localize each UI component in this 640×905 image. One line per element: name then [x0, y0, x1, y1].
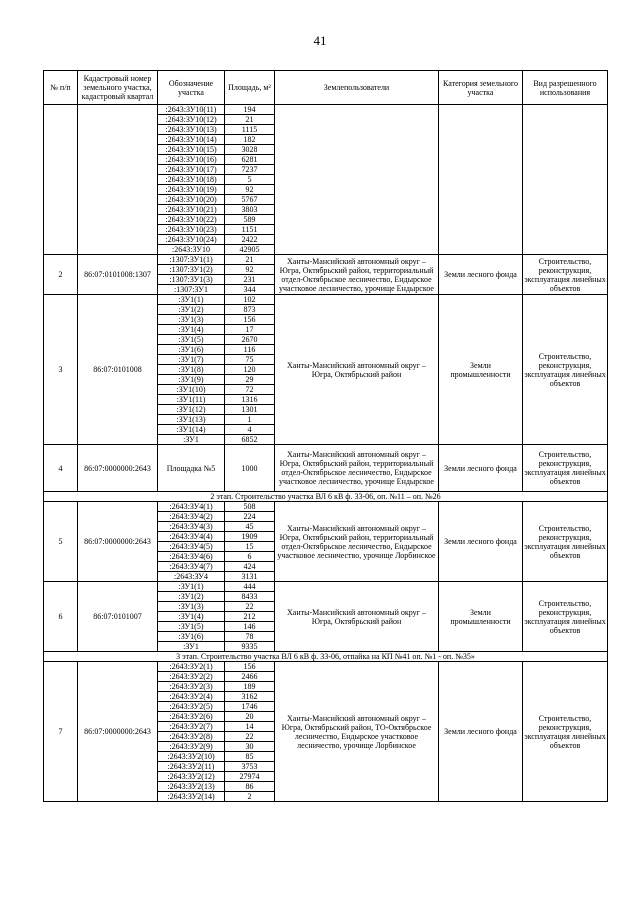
plot-area: 3162: [225, 692, 275, 702]
plot-designation: :1307:ЗУ1(2): [158, 265, 225, 275]
plot-designation: :2643:ЗУ2(11): [158, 762, 225, 772]
plot-designation: :ЗУ1(8): [158, 365, 225, 375]
plot-designation: :1307:ЗУ1(3): [158, 275, 225, 285]
table-row: [44, 445, 608, 492]
plot-designation: :ЗУ1(10): [158, 385, 225, 395]
permitted-use: Строительство, реконструкция, эксплуатация линейных объектов: [523, 295, 608, 445]
plot-area: 85: [225, 752, 275, 762]
plot-area: 424: [225, 562, 275, 572]
plot-area: 6852: [225, 435, 275, 445]
table-row: [44, 105, 608, 115]
plot-area: 22: [225, 732, 275, 742]
plot-designation: :2643:ЗУ2(7): [158, 722, 225, 732]
plot-designation: :1307:ЗУ1(1): [158, 255, 225, 265]
plot-designation: :2643:ЗУ10(22): [158, 215, 225, 225]
plot-designation: :2643:ЗУ2(2): [158, 672, 225, 682]
table-row: [44, 582, 608, 592]
plot-area: 873: [225, 305, 275, 315]
plot-designation: :2643:ЗУ2(3): [158, 682, 225, 692]
plot-designation: :2643:ЗУ4: [158, 572, 225, 582]
table-row: [44, 662, 608, 672]
plot-area: 5: [225, 175, 275, 185]
cadastral-number: 86:07:0000000:2643: [78, 662, 158, 802]
permitted-use: Строительство, реконструкция, эксплуатация линейных объектов: [523, 662, 608, 802]
land-plots-table: [43, 70, 608, 802]
plot-area: 30: [225, 742, 275, 752]
cadastral-number: 86:07:0000000:2643: [78, 445, 158, 492]
plot-area: 72: [225, 385, 275, 395]
plot-area: 42905: [225, 245, 275, 255]
plot-designation: :2643:ЗУ10(12): [158, 115, 225, 125]
plot-area: 7237: [225, 165, 275, 175]
plot-designation: :2643:ЗУ10: [158, 245, 225, 255]
plot-designation: :2643:ЗУ10(17): [158, 165, 225, 175]
permitted-use: Строительство, реконструкция, эксплуатация линейных объектов: [524, 256, 606, 293]
plot-area: 4: [225, 425, 275, 435]
plot-area: 21: [225, 255, 275, 265]
plot-area: 3028: [225, 145, 275, 155]
plot-designation: :ЗУ1: [158, 435, 225, 445]
header-use: Вид разрешенного использования: [523, 71, 608, 105]
plot-designation: Площадка №5: [158, 445, 225, 492]
plot-designation: :2643:ЗУ10(23): [158, 225, 225, 235]
plot-area: 6281: [225, 155, 275, 165]
plot-area: 86: [225, 782, 275, 792]
plot-designation: :2643:ЗУ2(1): [158, 662, 225, 672]
plot-area: 1301: [225, 405, 275, 415]
plot-designation: :2643:ЗУ2(4): [158, 692, 225, 702]
plot-area: 224: [225, 512, 275, 522]
plot-area: 1: [225, 415, 275, 425]
plot-designation: :ЗУ1(1): [158, 582, 225, 592]
plot-area: 1115: [225, 125, 275, 135]
plot-designation: :2643:ЗУ4(7): [158, 562, 225, 572]
cadastral-number: 86:07:0101008:1307: [78, 255, 158, 295]
plot-area: 15: [225, 542, 275, 552]
land-users: [275, 105, 439, 255]
plot-designation: :2643:ЗУ4(4): [158, 532, 225, 542]
plot-area: 14: [225, 722, 275, 732]
plot-area: 189: [225, 682, 275, 692]
land-users: Ханты-Мансийский автономный округ – Югра, Октябрьский район: [275, 582, 439, 652]
plot-area: 8433: [225, 592, 275, 602]
plot-area: 2466: [225, 672, 275, 682]
plot-designation: :ЗУ1(11): [158, 395, 225, 405]
land-category: Земли лесного фонда: [439, 502, 523, 582]
plot-designation: :2643:ЗУ4(5): [158, 542, 225, 552]
row-number: 7: [44, 662, 78, 802]
plot-designation: :ЗУ1(4): [158, 325, 225, 335]
plot-designation: :ЗУ1(6): [158, 345, 225, 355]
table-row: [44, 502, 608, 512]
land-category: [439, 105, 523, 255]
plot-designation: :2643:ЗУ4(3): [158, 522, 225, 532]
plot-designation: :2643:ЗУ10(18): [158, 175, 225, 185]
plot-area: 444: [225, 582, 275, 592]
permitted-use: Строительство, реконструкция, эксплуатация линейных объектов: [523, 582, 608, 652]
plot-designation: :2643:ЗУ4(1): [158, 502, 225, 512]
plot-designation: :2643:ЗУ10(15): [158, 145, 225, 155]
land-category: Земли промышленности: [439, 582, 523, 652]
plot-area: 92: [225, 185, 275, 195]
plot-designation: :ЗУ1(6): [158, 632, 225, 642]
row-number: 2: [44, 255, 78, 295]
plot-area: 75: [225, 355, 275, 365]
plot-area: 1316: [225, 395, 275, 405]
plot-designation: :2643:ЗУ2(12): [158, 772, 225, 782]
cadastral-number: 86:07:0000000:2643: [78, 502, 158, 582]
table-body: [44, 105, 608, 802]
land-users: Ханты-Мансийский автономный округ – Югра, Октябрьский район, территориальный отдел-Октябрьское лесничество, Ендырское участковое лесничество, урочище Ендырское: [275, 445, 439, 492]
land-users: Ханты-Мансийский автономный округ – Югра, Октябрьский район, территориальный отдел-Октябрьское лесничество, Ендырское участковое лесничество, урочище Лорбинское: [275, 502, 439, 582]
plot-area: 5767: [225, 195, 275, 205]
plot-area: 212: [225, 612, 275, 622]
plot-designation: :2643:ЗУ2(6): [158, 712, 225, 722]
plot-designation: :2643:ЗУ10(19): [158, 185, 225, 195]
land-category: Земли лесного фонда: [439, 255, 523, 295]
plot-area: 116: [225, 345, 275, 355]
plot-area: 3753: [225, 762, 275, 772]
plot-area: 508: [225, 502, 275, 512]
plot-designation: :ЗУ1(14): [158, 425, 225, 435]
plot-designation: :2643:ЗУ10(20): [158, 195, 225, 205]
plot-designation: :ЗУ1(3): [158, 602, 225, 612]
stage-row: [44, 652, 608, 662]
plot-designation: :ЗУ1(9): [158, 375, 225, 385]
plot-designation: :2643:ЗУ2(9): [158, 742, 225, 752]
cadastral-number: 86:07:0101008: [78, 295, 158, 445]
permitted-use: [523, 105, 608, 255]
header-users: Землепользователи: [275, 71, 439, 105]
plot-area: 102: [225, 295, 275, 305]
plot-area: 27974: [225, 772, 275, 782]
plot-area: 3131: [225, 572, 275, 582]
plot-area: 120: [225, 365, 275, 375]
plot-area: 2: [225, 792, 275, 802]
land-users: Ханты-Мансийский автономный округ – Югра, Октябрьский район: [275, 295, 439, 445]
cadastral-number: 86:07:0101007: [78, 582, 158, 652]
plot-designation: :2643:ЗУ10(16): [158, 155, 225, 165]
plot-area: 6: [225, 552, 275, 562]
row-number: [44, 105, 78, 255]
plot-designation: :2643:ЗУ10(24): [158, 235, 225, 245]
row-number: 4: [44, 445, 78, 492]
plot-designation: :2643:ЗУ4(6): [158, 552, 225, 562]
plot-designation: :ЗУ1(5): [158, 335, 225, 345]
plot-designation: :1307:ЗУ1: [158, 285, 225, 295]
cadastral-number: [78, 105, 158, 255]
plot-area: 17: [225, 325, 275, 335]
row-number: 5: [44, 502, 78, 582]
plot-area: 78: [225, 632, 275, 642]
land-users: Ханты-Мансийский автономный округ – Югра, Октябрьский район, территориальный отдел-Октябрьское лесничество, Ендырское участковое лесничество, урочище Ендырское: [275, 255, 439, 295]
plot-designation: :2643:ЗУ2(14): [158, 792, 225, 802]
plot-area: 156: [225, 315, 275, 325]
plot-area: 45: [225, 522, 275, 532]
plot-area: 20: [225, 712, 275, 722]
header-num: № п/п: [44, 71, 78, 105]
header-category: Категория земельного участка: [439, 71, 523, 105]
plot-designation: :2643:ЗУ2(8): [158, 732, 225, 742]
plot-area: 9335: [225, 642, 275, 652]
plot-area: 22: [225, 602, 275, 612]
stage-heading: 3 этап. Строительство участка ВЛ 6 кВ ф. 33-06, отпайка на КП №41 оп. №1 - оп. №35»: [44, 652, 608, 662]
land-users: Ханты-Мансийский автономный округ – Югра, Октябрьский район, ТО-Октябрьское лесничество, Ендырское участковое лесничество, урочище Лорбинское: [275, 662, 439, 802]
stage-row: [44, 492, 608, 502]
plot-area: 21: [225, 115, 275, 125]
plot-designation: :ЗУ1(7): [158, 355, 225, 365]
plot-area: 344: [225, 285, 275, 295]
table-row: [44, 255, 608, 265]
plot-area: 1000: [225, 445, 275, 492]
permitted-use: Строительство, реконструкция, эксплуатация линейных объектов: [523, 502, 608, 582]
plot-area: 2670: [225, 335, 275, 345]
plot-area: 231: [225, 275, 275, 285]
plot-designation: :ЗУ1(2): [158, 305, 225, 315]
plot-designation: :ЗУ1(13): [158, 415, 225, 425]
plot-designation: :ЗУ1: [158, 642, 225, 652]
land-category: Земли лесного фонда: [439, 662, 523, 802]
row-number: 6: [44, 582, 78, 652]
header-designation: Обозначение участка: [158, 71, 225, 105]
plot-designation: :ЗУ1(1): [158, 295, 225, 305]
plot-area: 146: [225, 622, 275, 632]
plot-area: 29: [225, 375, 275, 385]
plot-designation: :ЗУ1(12): [158, 405, 225, 415]
land-category: Земли лесного фонда: [439, 445, 523, 492]
plot-area: 182: [225, 135, 275, 145]
permitted-use: Строительство, реконструкция, эксплуатация линейных объектов: [523, 445, 608, 492]
plot-designation: :ЗУ1(2): [158, 592, 225, 602]
plot-area: 589: [225, 215, 275, 225]
plot-area: 1746: [225, 702, 275, 712]
plot-designation: :ЗУ1(3): [158, 315, 225, 325]
page-number: 41: [313, 33, 327, 48]
plot-designation: :ЗУ1(4): [158, 612, 225, 622]
header-area: Площадь, м²: [225, 71, 275, 105]
plot-designation: :2643:ЗУ10(13): [158, 125, 225, 135]
plot-area: 1909: [225, 532, 275, 542]
plot-designation: :2643:ЗУ10(21): [158, 205, 225, 215]
table-header-row: [44, 71, 608, 105]
table-row: [44, 295, 608, 305]
plot-designation: :2643:ЗУ4(2): [158, 512, 225, 522]
header-cadastral: Кадастровый номер земельного участка, кадастровый квартал: [78, 71, 158, 105]
plot-designation: :ЗУ1(5): [158, 622, 225, 632]
plot-area: 2422: [225, 235, 275, 245]
plot-designation: :2643:ЗУ2(10): [158, 752, 225, 762]
plot-area: 1151: [225, 225, 275, 235]
plot-designation: :2643:ЗУ10(14): [158, 135, 225, 145]
plot-area: 156: [225, 662, 275, 672]
plot-designation: :2643:ЗУ2(5): [158, 702, 225, 712]
land-category: Земли промышленности: [439, 295, 523, 445]
plot-area: 194: [225, 105, 275, 115]
plot-area: 92: [225, 265, 275, 275]
plot-designation: :2643:ЗУ10(11): [158, 105, 225, 115]
stage-heading: 2 этап. Строительство участка ВЛ 6 кВ ф. 33-06, оп. №11 – оп. №26: [44, 492, 608, 502]
row-number: 3: [44, 295, 78, 445]
plot-area: 3803: [225, 205, 275, 215]
plot-designation: :2643:ЗУ2(13): [158, 782, 225, 792]
